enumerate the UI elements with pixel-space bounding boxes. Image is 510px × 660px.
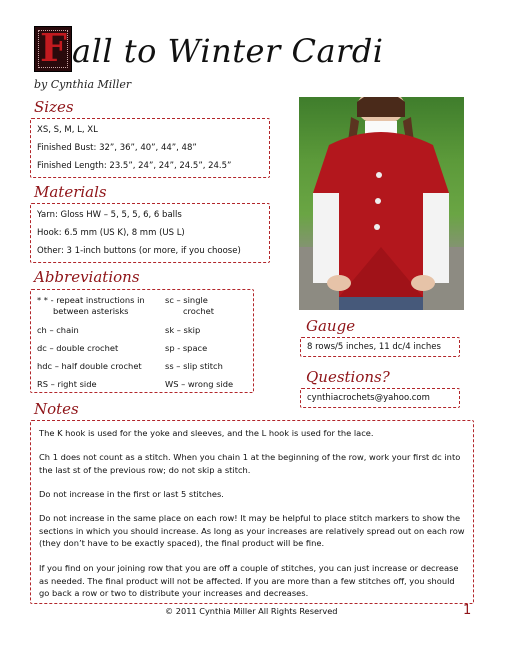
pattern-title: all to Winter Cardi xyxy=(72,32,384,70)
sizes-heading: Sizes xyxy=(34,98,74,116)
materials-heading: Materials xyxy=(34,183,107,201)
hook-line: Hook: 6.5 mm (US K), 8 mm (US L) xyxy=(37,228,185,238)
note-paragraph: The K hook is used for the yoke and sleeves, and the L hook is used for the lace. xyxy=(39,428,374,438)
ornamental-dropcap xyxy=(34,26,72,72)
abbr-asterisk-cont: between asterisks xyxy=(53,306,129,316)
author-byline: by Cynthia Miller xyxy=(34,78,132,91)
notes-box xyxy=(30,420,474,604)
finished-bust: Finished Bust: 32”, 36”, 40”, 44”, 48” xyxy=(37,143,197,153)
cardigan-photo-illustration xyxy=(299,97,464,310)
note-paragraph: Ch 1 does not count as a stitch. When you chain 1 at the beginning of the row, work your first dc into the last st of the previous row; do not skip a stitch. xyxy=(39,452,461,475)
other-line: Other: 3 1-inch buttons (or more, if you choose) xyxy=(37,246,241,256)
questions-heading: Questions? xyxy=(306,368,390,386)
sizes-box xyxy=(30,118,270,178)
abbreviations-box xyxy=(30,289,254,393)
abbr-sc-cont: crochet xyxy=(183,306,215,316)
abbr-rs: RS – right side xyxy=(37,379,97,389)
abbr-dc: dc – double crochet xyxy=(37,343,119,353)
yarn-line: Yarn: Gloss HW – 5, 5, 5, 6, 6 balls xyxy=(37,210,182,220)
sizes-list: XS, S, M, L, XL xyxy=(37,125,98,135)
dropcap-letter: F xyxy=(40,25,67,70)
abbr-sp: sp - space xyxy=(165,343,208,353)
materials-box xyxy=(30,203,270,263)
gauge-text: 8 rows/5 inches, 11 dc/4 inches xyxy=(307,342,441,352)
copyright-footer: © 2011 Cynthia Miller All Rights Reserved xyxy=(165,606,338,616)
abbr-sc: sc – single xyxy=(165,295,208,305)
title-block xyxy=(34,25,384,96)
abbreviations-heading: Abbreviations xyxy=(34,268,140,286)
page-number: 1 xyxy=(463,603,472,618)
abbr-hdc: hdc – half double crochet xyxy=(37,361,142,371)
note-paragraph: Do not increase in the same place on each row! It may be helpful to place stitch markers to show the sections in which you should increase. As long as your increases are relatively spread out on each row (they don’t have to be exactly spaced), the final product will be fine. xyxy=(39,513,465,549)
note-paragraph: Do not increase in the first or last 5 stitches. xyxy=(39,489,224,499)
abbr-ws: WS – wrong side xyxy=(165,379,234,389)
gauge-box xyxy=(300,337,460,357)
abbr-asterisk: * * - repeat instructions in xyxy=(37,295,145,305)
contact-email[interactable]: cynthiacrochets@yahoo.com xyxy=(307,393,430,403)
finished-length: Finished Length: 23.5”, 24”, 24”, 24.5”, 24.5” xyxy=(37,161,232,171)
notes-heading: Notes xyxy=(34,400,79,418)
abbr-sk: sk – skip xyxy=(165,325,201,335)
note-paragraph: If you find on your joining row that you are off a couple of stitches, you can just increase or decrease as needed. The final product will not be affected. If you are more than a few stitches off, you should go back a row or two to distribute your increases and decreases. xyxy=(39,563,459,599)
cardigan-photo xyxy=(299,97,464,310)
gauge-heading: Gauge xyxy=(306,317,356,335)
abbr-ss: ss – slip stitch xyxy=(165,361,223,371)
abbr-ch: ch – chain xyxy=(37,325,79,335)
questions-box xyxy=(300,388,460,408)
